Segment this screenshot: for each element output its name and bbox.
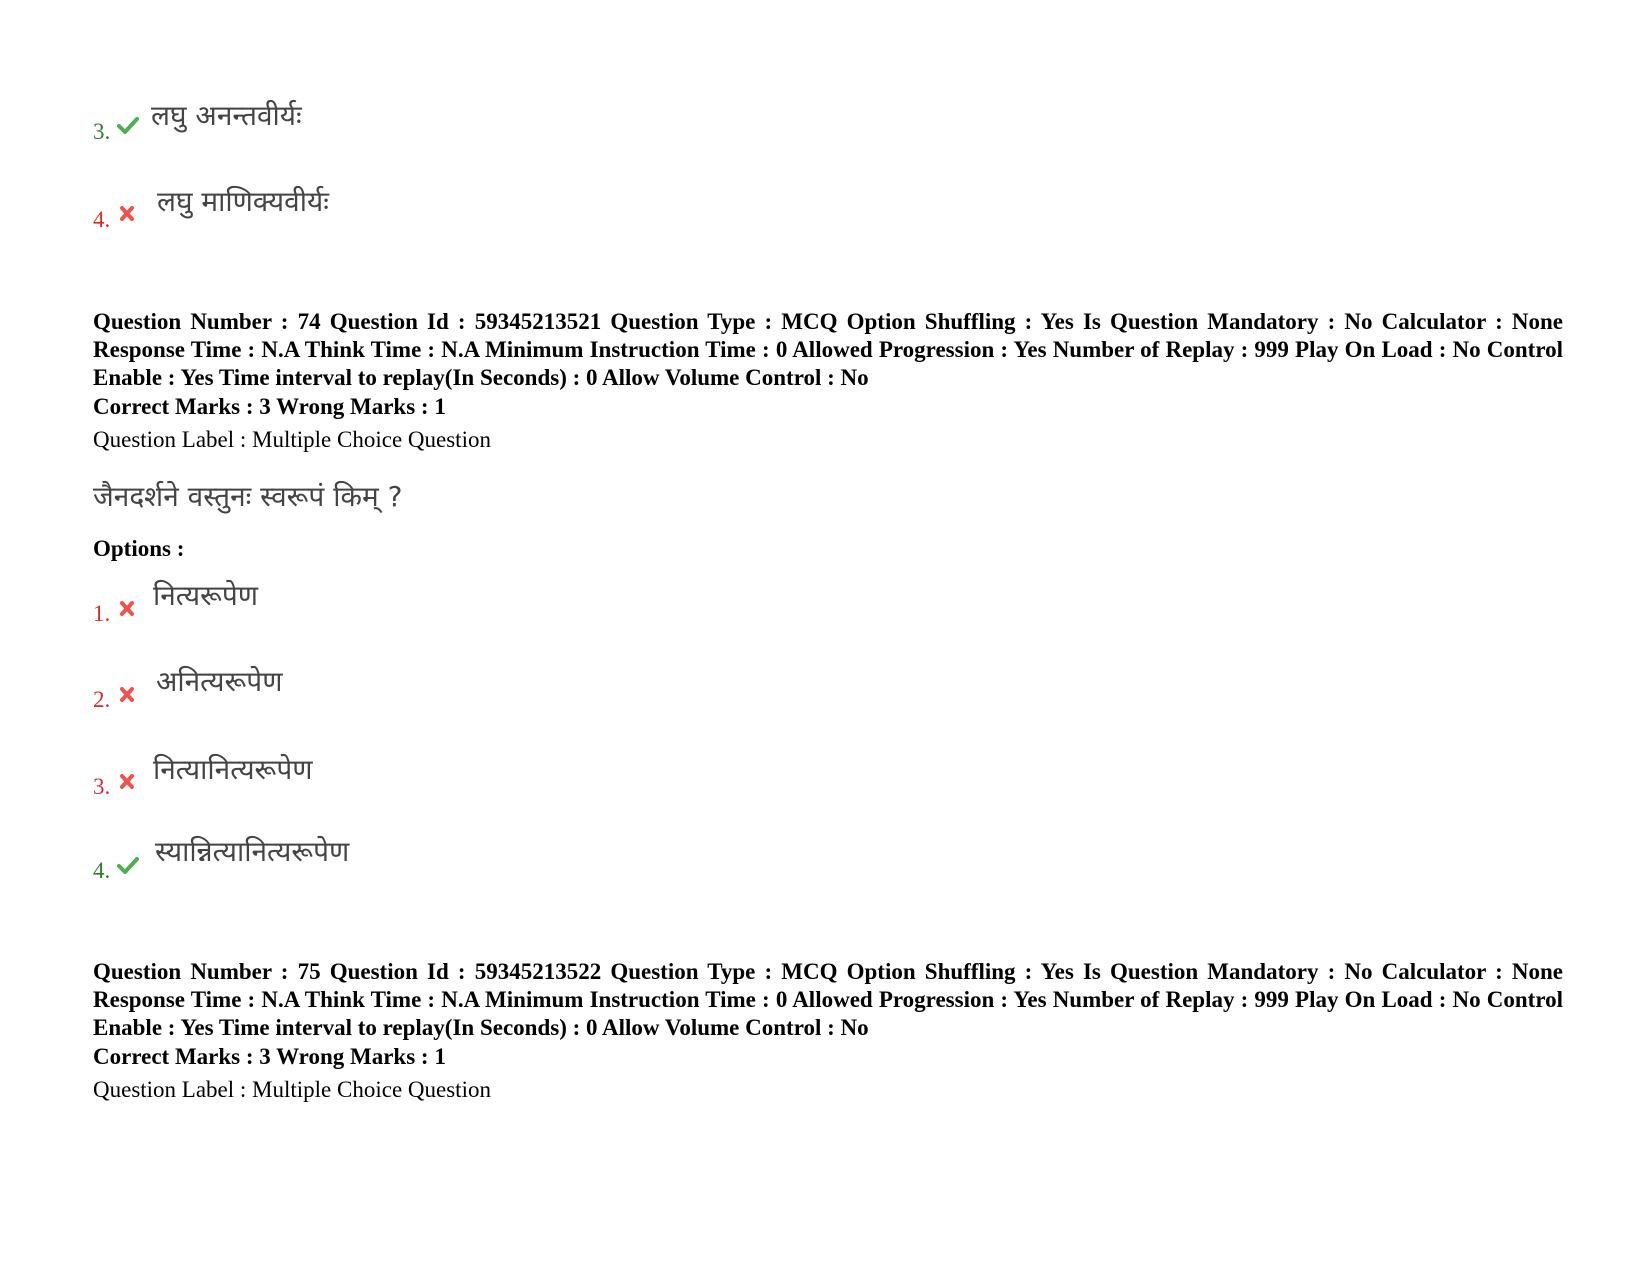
- check-icon: [117, 116, 139, 134]
- option-text: नित्यरूपेण: [153, 579, 259, 612]
- question-label: Question Label : Multiple Choice Question: [93, 427, 491, 452]
- option-number: 4.: [93, 858, 111, 883]
- cross-icon: [117, 686, 139, 704]
- question-meta: Question Number : 74 Question Id : 59345213521 Question Type : MCQ Option Shuffling : Yes Is Question Mandatory : No Calculator : None Response Time : N.A Think Time : N.A Minimum Instruction Time : 0 Allowed Progression : Yes Number of Replay : 999 Play On Load : No Control Enable : Yes Time interval to replay(In Seconds) : 0 Allow Volume Control : No: [93, 309, 1563, 390]
- question-meta: Question Number : 75 Question Id : 59345213522 Question Type : MCQ Option Shuffling : Yes Is Question Mandatory : No Calculator : None Response Time : N.A Think Time : N.A Minimum Instruction Time : 0 Allowed Progression : Yes Number of Replay : 999 Play On Load : No Control Enable : Yes Time interval to replay(In Seconds) : 0 Allow Volume Control : No: [93, 959, 1563, 1040]
- question-marks: Correct Marks : 3 Wrong Marks : 1: [93, 1044, 446, 1069]
- cross-icon: [117, 773, 139, 791]
- option-text: स्यान्नित्यानित्यरूपेण: [155, 835, 350, 868]
- option-text: नित्यानित्यरूपेण: [153, 753, 313, 786]
- option-number: 4.: [93, 207, 111, 232]
- check-icon: [117, 856, 139, 874]
- option-number: 3.: [93, 774, 111, 799]
- option-number: 2.: [93, 687, 111, 712]
- option-number: 3.: [93, 119, 111, 144]
- option-text: लघु माणिक्यवीर्यः: [157, 185, 329, 218]
- cross-icon: [117, 205, 139, 223]
- option-number: 1.: [93, 601, 111, 626]
- option-text: अनित्यरूपेण: [156, 665, 283, 698]
- question-label: Question Label : Multiple Choice Question: [93, 1077, 491, 1102]
- option-text: लघु अनन्तवीर्यः: [151, 99, 302, 132]
- cross-icon: [117, 600, 139, 618]
- question-text: जैनदर्शने वस्तुनः स्वरूपं किम् ?: [93, 480, 403, 513]
- question-marks: Correct Marks : 3 Wrong Marks : 1: [93, 394, 446, 419]
- options-heading: Options :: [93, 536, 185, 561]
